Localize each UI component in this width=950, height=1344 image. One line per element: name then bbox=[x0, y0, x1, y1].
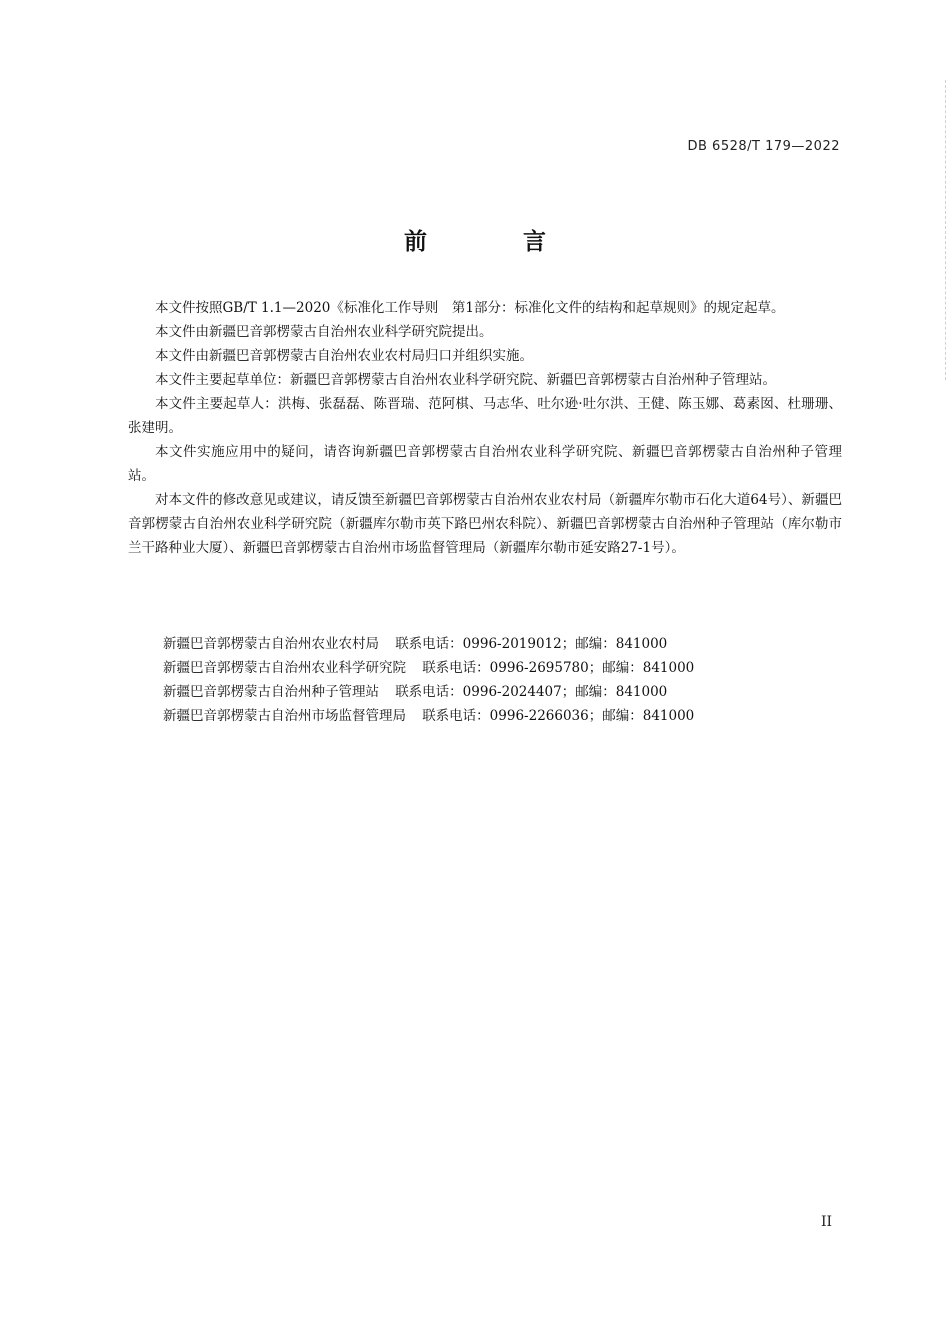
foreword-body bbox=[128, 296, 842, 560]
scan-edge-artifact bbox=[944, 80, 946, 380]
paragraph-drafting-rules: 本文件按照GB/T 1.1—2020《标准化工作导则 第1部分：标准化文件的结构和起草规则》的规定起草。 bbox=[155, 300, 785, 316]
contact-org: 新疆巴音郭楞蒙古自治州农业科学研究院 bbox=[163, 660, 406, 676]
contact-org: 新疆巴音郭楞蒙古自治州种子管理站 bbox=[163, 684, 379, 700]
contact-row bbox=[163, 656, 843, 680]
page-title: 前 言 bbox=[403, 229, 590, 255]
paragraph-administrator: 本文件由新疆巴音郭楞蒙古自治州农业农村局归口并组织实施。 bbox=[155, 348, 533, 364]
paragraph-feedback: 对本文件的修改意见或建议，请反馈至新疆巴音郭楞蒙古自治州农业农村局（新疆库尔勒市石化大道64号）、新疆巴音郭楞蒙古自治州农业科学研究院（新疆库尔勒市英下路巴州农科院）、新疆巴音郭楞蒙古自治州种子管理站（库尔勒市兰干路种业大厦）、新疆巴音郭楞蒙古自治州市场监督管理局（新疆库尔勒市延安路27-1号）。 bbox=[128, 492, 842, 556]
contact-detail: 联系电话：0996-2019012；邮编：841000 bbox=[395, 636, 668, 652]
paragraph-drafting-units: 本文件主要起草单位：新疆巴音郭楞蒙古自治州农业科学研究院、新疆巴音郭楞蒙古自治州种子管理站。 bbox=[155, 372, 776, 388]
contact-row bbox=[163, 632, 843, 656]
contact-detail: 联系电话：0996-2695780；邮编：841000 bbox=[422, 660, 695, 676]
paragraph-inquiries: 本文件实施应用中的疑问，请咨询新疆巴音郭楞蒙古自治州农业科学研究院、新疆巴音郭楞蒙古自治州种子管理站。 bbox=[128, 444, 842, 484]
contact-detail: 联系电话：0996-2024407；邮编：841000 bbox=[395, 684, 668, 700]
document-code: DB 6528/T 179—2022 bbox=[687, 139, 840, 154]
contact-detail: 联系电话：0996-2266036；邮编：841000 bbox=[422, 708, 695, 724]
contact-list bbox=[163, 632, 843, 728]
contact-org: 新疆巴音郭楞蒙古自治州农业农村局 bbox=[163, 636, 379, 652]
paragraph-drafters: 本文件主要起草人：洪梅、张磊磊、陈晋瑞、范阿棋、马志华、吐尔逊·吐尔洪、王健、陈玉娜、葛素囡、杜珊珊、张建明。 bbox=[128, 396, 842, 436]
contact-row bbox=[163, 680, 843, 704]
page-number: II bbox=[820, 1214, 832, 1230]
paragraph-proposer: 本文件由新疆巴音郭楞蒙古自治州农业科学研究院提出。 bbox=[155, 324, 493, 340]
contact-row bbox=[163, 704, 843, 728]
contact-org: 新疆巴音郭楞蒙古自治州市场监督管理局 bbox=[163, 708, 406, 724]
